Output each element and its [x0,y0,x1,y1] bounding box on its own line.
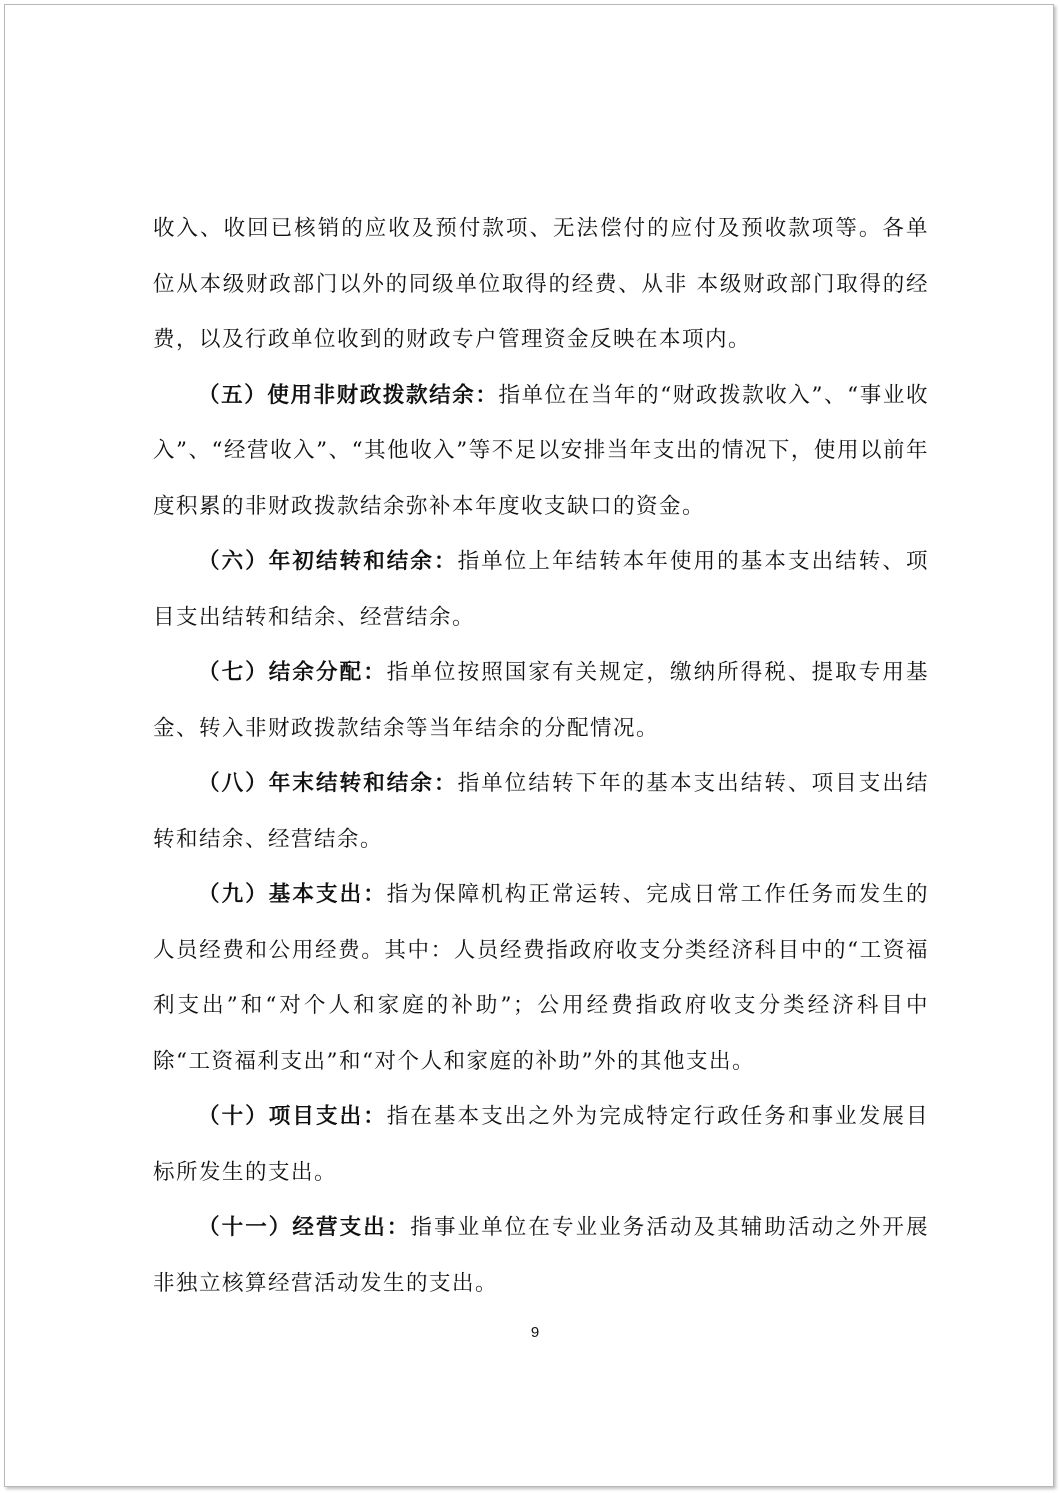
paragraph-item-10 [153,1089,929,1200]
paragraph-text: 指单位上年结转本年使用的基本支出结转、项目支出结转和结余、经营结余。 [153,549,929,630]
paragraph-item-11 [153,1200,929,1311]
paragraph-term: （八）年末结转和结余： [198,771,458,796]
paragraph-item-9 [153,867,929,1089]
paragraph-text: 指事业单位在专业业务活动及其辅助活动之外开展非独立核算经营活动发生的支出。 [153,1215,929,1296]
paragraph-term: （五）使用非财政拨款结余： [198,382,499,408]
paragraph-text: 指为保障机构正常运转、完成日常工作任务而发生的人员经费和公用经费。其中：人员经费指政府收支分类经济科目中的“工资福利支出”和“对个人和家庭的补助”；公用经费指政府收支分类经济科目中除“工资福利支出”和“对个人和家庭的补助”外的其他支出。 [153,882,929,1074]
paragraph-term: （七）结余分配： [198,660,387,685]
page-number: 9 [530,1324,540,1341]
paragraph-term: （十一）经营支出： [198,1215,411,1240]
paragraph-text: 收入、收回已核销的应收及预付款项、无法偿付的应付及预收款项等。各单位从本级财政部门以外的同级单位取得的经费、从非 本级财政部门取得的经费，以及行政单位收到的财政专户管理资金反映在本项内。 [153,216,929,352]
paragraph-term: （九）基本支出： [198,882,387,907]
paragraph-item-6 [153,534,929,645]
paragraph-item-8 [153,756,929,867]
paragraph-continuation [153,201,929,368]
paragraph-item-7 [153,645,929,756]
paragraph-text: 指单位结转下年的基本支出结转、项目支出结转和结余、经营结余。 [153,771,929,852]
paragraph-text: 指单位按照国家有关规定，缴纳所得税、提取专用基金、转入非财政拨款结余等当年结余的分配情况。 [153,660,929,741]
paragraph-text: 指单位在当年的“财政拨款收入”、“事业收入”、“经营收入”、“其他收入”等不足以安排当年支出的情况下，使用以前年度积累的非财政拨款结余弥补本年度收支缺口的资金。 [153,382,929,519]
paragraph-item-5 [153,368,929,535]
paragraph-term: （十）项目支出： [198,1104,387,1129]
paragraph-term: （六）年初结转和结余： [198,549,458,574]
document-page [4,4,1054,1487]
paragraph-text: 指在基本支出之外为完成特定行政任务和事业发展目标所发生的支出。 [153,1104,929,1185]
document-body [153,201,929,1311]
